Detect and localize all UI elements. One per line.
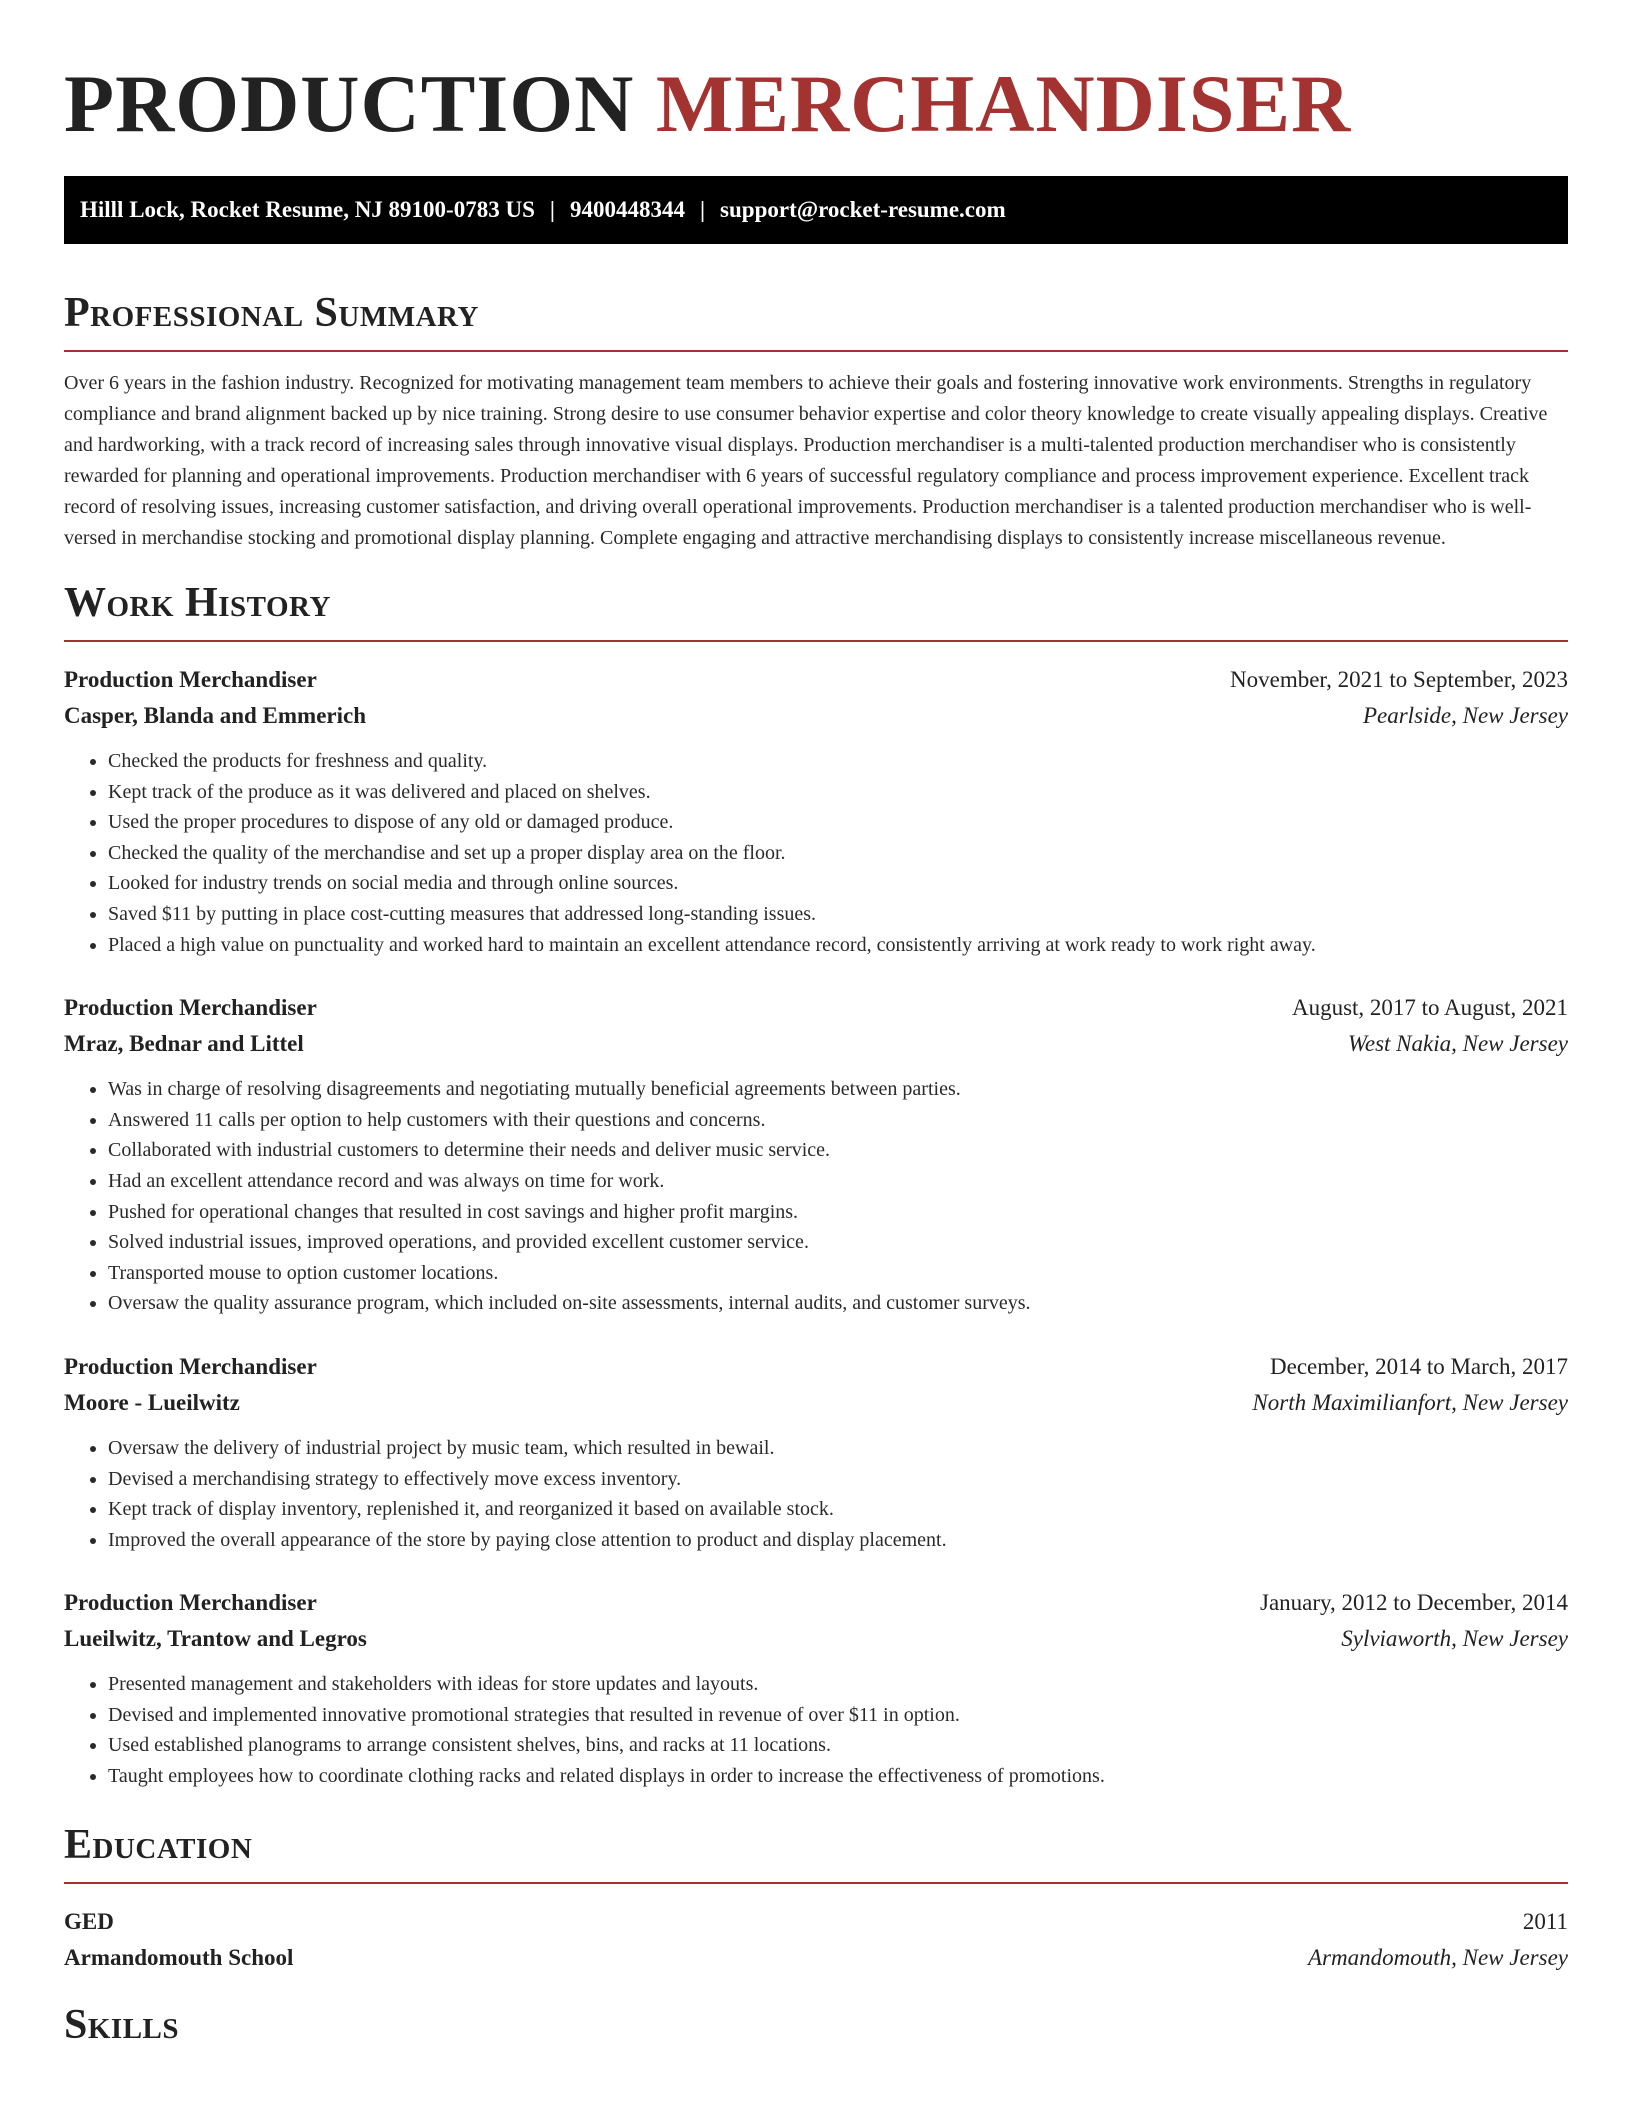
job-company: Moore - Lueilwitz <box>64 1389 240 1415</box>
list-item: • Solved industrial issues, improved operations, and provided excellent customer service. <box>108 1227 1568 1258</box>
job-bullets <box>64 1433 1568 1555</box>
job-location: North Maximilianfort, New Jersey <box>1252 1389 1568 1415</box>
job-title: Production Merchandiser <box>64 995 317 1021</box>
work-history-heading: Work History <box>64 580 331 626</box>
section-divider <box>64 350 1568 352</box>
list-item: • Devised and implemented innovative promotional strategies that resulted in revenue of over $11 in option. <box>108 1700 1568 1731</box>
education-year: 2011 <box>1522 1908 1568 1934</box>
contact-email: support@rocket-resume.com <box>720 197 1006 222</box>
list-item: • Used established planograms to arrange consistent shelves, bins, and racks at 11 locations. <box>108 1730 1568 1761</box>
title-part-1: PRODUCTION <box>64 58 635 149</box>
list-item: • Oversaw the delivery of industrial project by music team, which resulted in bewail. <box>108 1433 1568 1464</box>
list-item: • Placed a high value on punctuality and worked hard to maintain an excellent attendance record, consistently arriving at work ready to work right away. <box>108 930 1568 961</box>
contact-separator: | <box>549 197 555 222</box>
summary-heading: Professional Summary <box>64 290 479 336</box>
education-heading: Education <box>64 1821 253 1868</box>
list-item: • Transported mouse to option customer locations. <box>108 1258 1568 1289</box>
list-item: • Pushed for operational changes that resulted in cost savings and higher profit margins. <box>108 1197 1568 1228</box>
job-entry <box>64 1585 1568 1791</box>
education-school: Armandomouth School <box>64 1944 294 1970</box>
list-item: • Used the proper procedures to dispose of any old or damaged produce. <box>108 807 1568 838</box>
list-item: • Had an excellent attendance record and was always on time for work. <box>108 1166 1568 1197</box>
list-item: • Looked for industry trends on social media and through online sources. <box>108 868 1568 899</box>
list-item: • Taught employees how to coordinate clothing racks and related displays in order to increase the effectiveness of promotions. <box>108 1761 1568 1792</box>
job-company: Casper, Blanda and Emmerich <box>64 703 367 728</box>
job-entry <box>64 662 1568 960</box>
job-title: Production Merchandiser <box>64 1353 317 1379</box>
education-location: Armandomouth, New Jersey <box>1308 1944 1568 1970</box>
section-divider <box>64 640 1568 642</box>
section-divider <box>64 1882 1568 1884</box>
job-dates: November, 2021 to September, 2023 <box>1230 667 1568 692</box>
list-item: • Kept track of display inventory, replenished it, and reorganized it based on available stock. <box>108 1494 1568 1525</box>
job-entry <box>64 990 1568 1319</box>
summary-text: Over 6 years in the fashion industry. Recognized for motivating management team members to achieve their goals and fostering innovative work environments. Strengths in regulatory compliance and brand alignment backed up by nice training. Strong desire to use consumer behavior expertise and color theory knowledge to create visually appealing displays. Creative and hardworking, with a track record of increasing sales through innovative visual displays. Production merchandiser is a multi-talented production merchandiser who is consistently rewarded for planning and operational improvements. Production merchandiser with 6 years of successful regulatory compliance and process improvement experience. Excellent track record of resolving issues, increasing customer satisfaction, and driving overall operational improvements. Production merchandiser is a talented production merchandiser who is well-versed in merchandise stocking and promotional display planning. Complete engaging and attractive merchandising displays to consistently increase miscellaneous revenue. <box>64 372 1548 549</box>
job-company: Lueilwitz, Trantow and Legros <box>64 1626 367 1652</box>
job-dates: August, 2017 to August, 2021 <box>1291 995 1568 1021</box>
job-title: Production Merchandiser <box>64 667 317 692</box>
skills-heading: Skills <box>64 2001 180 2048</box>
contact-bar <box>64 176 1568 244</box>
contact-phone: 9400448344 <box>569 197 685 222</box>
job-dates: January, 2012 to December, 2014 <box>1260 1590 1568 1616</box>
contact-separator: | <box>699 197 706 222</box>
list-item: • Saved $11 by putting in place cost-cutting measures that addressed long-standing issues. <box>108 899 1568 930</box>
job-location: West Nakia, New Jersey <box>1347 1031 1568 1057</box>
list-item: • Was in charge of resolving disagreements and negotiating mutually beneficial agreements between parties. <box>108 1074 1568 1105</box>
contact-address: Hilll Lock, Rocket Resume, NJ 89100-0783 US <box>80 197 535 222</box>
list-item: • Checked the quality of the merchandise and set up a proper display area on the floor. <box>108 838 1568 869</box>
job-bullets <box>64 1074 1568 1319</box>
education-degree: GED <box>64 1908 114 1934</box>
list-item: • Checked the products for freshness and quality. <box>108 746 1568 777</box>
list-item: • Answered 11 calls per option to help customers with their questions and concerns. <box>108 1105 1568 1136</box>
education-entry <box>64 1904 1568 1976</box>
list-item: • Devised a merchandising strategy to effectively move excess inventory. <box>108 1464 1568 1495</box>
job-entry <box>64 1349 1568 1555</box>
job-bullets <box>64 746 1568 960</box>
job-bullets <box>64 1669 1568 1791</box>
resume-title <box>64 0 1568 154</box>
list-item: • Collaborated with industrial customers to determine their needs and deliver music service. <box>108 1135 1568 1166</box>
job-location: Sylviaworth, New Jersey <box>1341 1626 1568 1652</box>
list-item: • Oversaw the quality assurance program, which included on-site assessments, internal audits, and customer surveys. <box>108 1288 1568 1319</box>
job-location: Pearlside, New Jersey <box>1362 703 1568 728</box>
job-company: Mraz, Bednar and Littel <box>64 1031 304 1057</box>
list-item: • Improved the overall appearance of the store by paying close attention to product and display placement. <box>108 1525 1568 1556</box>
job-dates: December, 2014 to March, 2017 <box>1270 1353 1568 1379</box>
list-item: • Kept track of the produce as it was delivered and placed on shelves. <box>108 777 1568 808</box>
title-part-2: MERCHANDISER <box>655 58 1352 149</box>
job-title: Production Merchandiser <box>64 1590 317 1616</box>
list-item: • Presented management and stakeholders with ideas for store updates and layouts. <box>108 1669 1568 1700</box>
